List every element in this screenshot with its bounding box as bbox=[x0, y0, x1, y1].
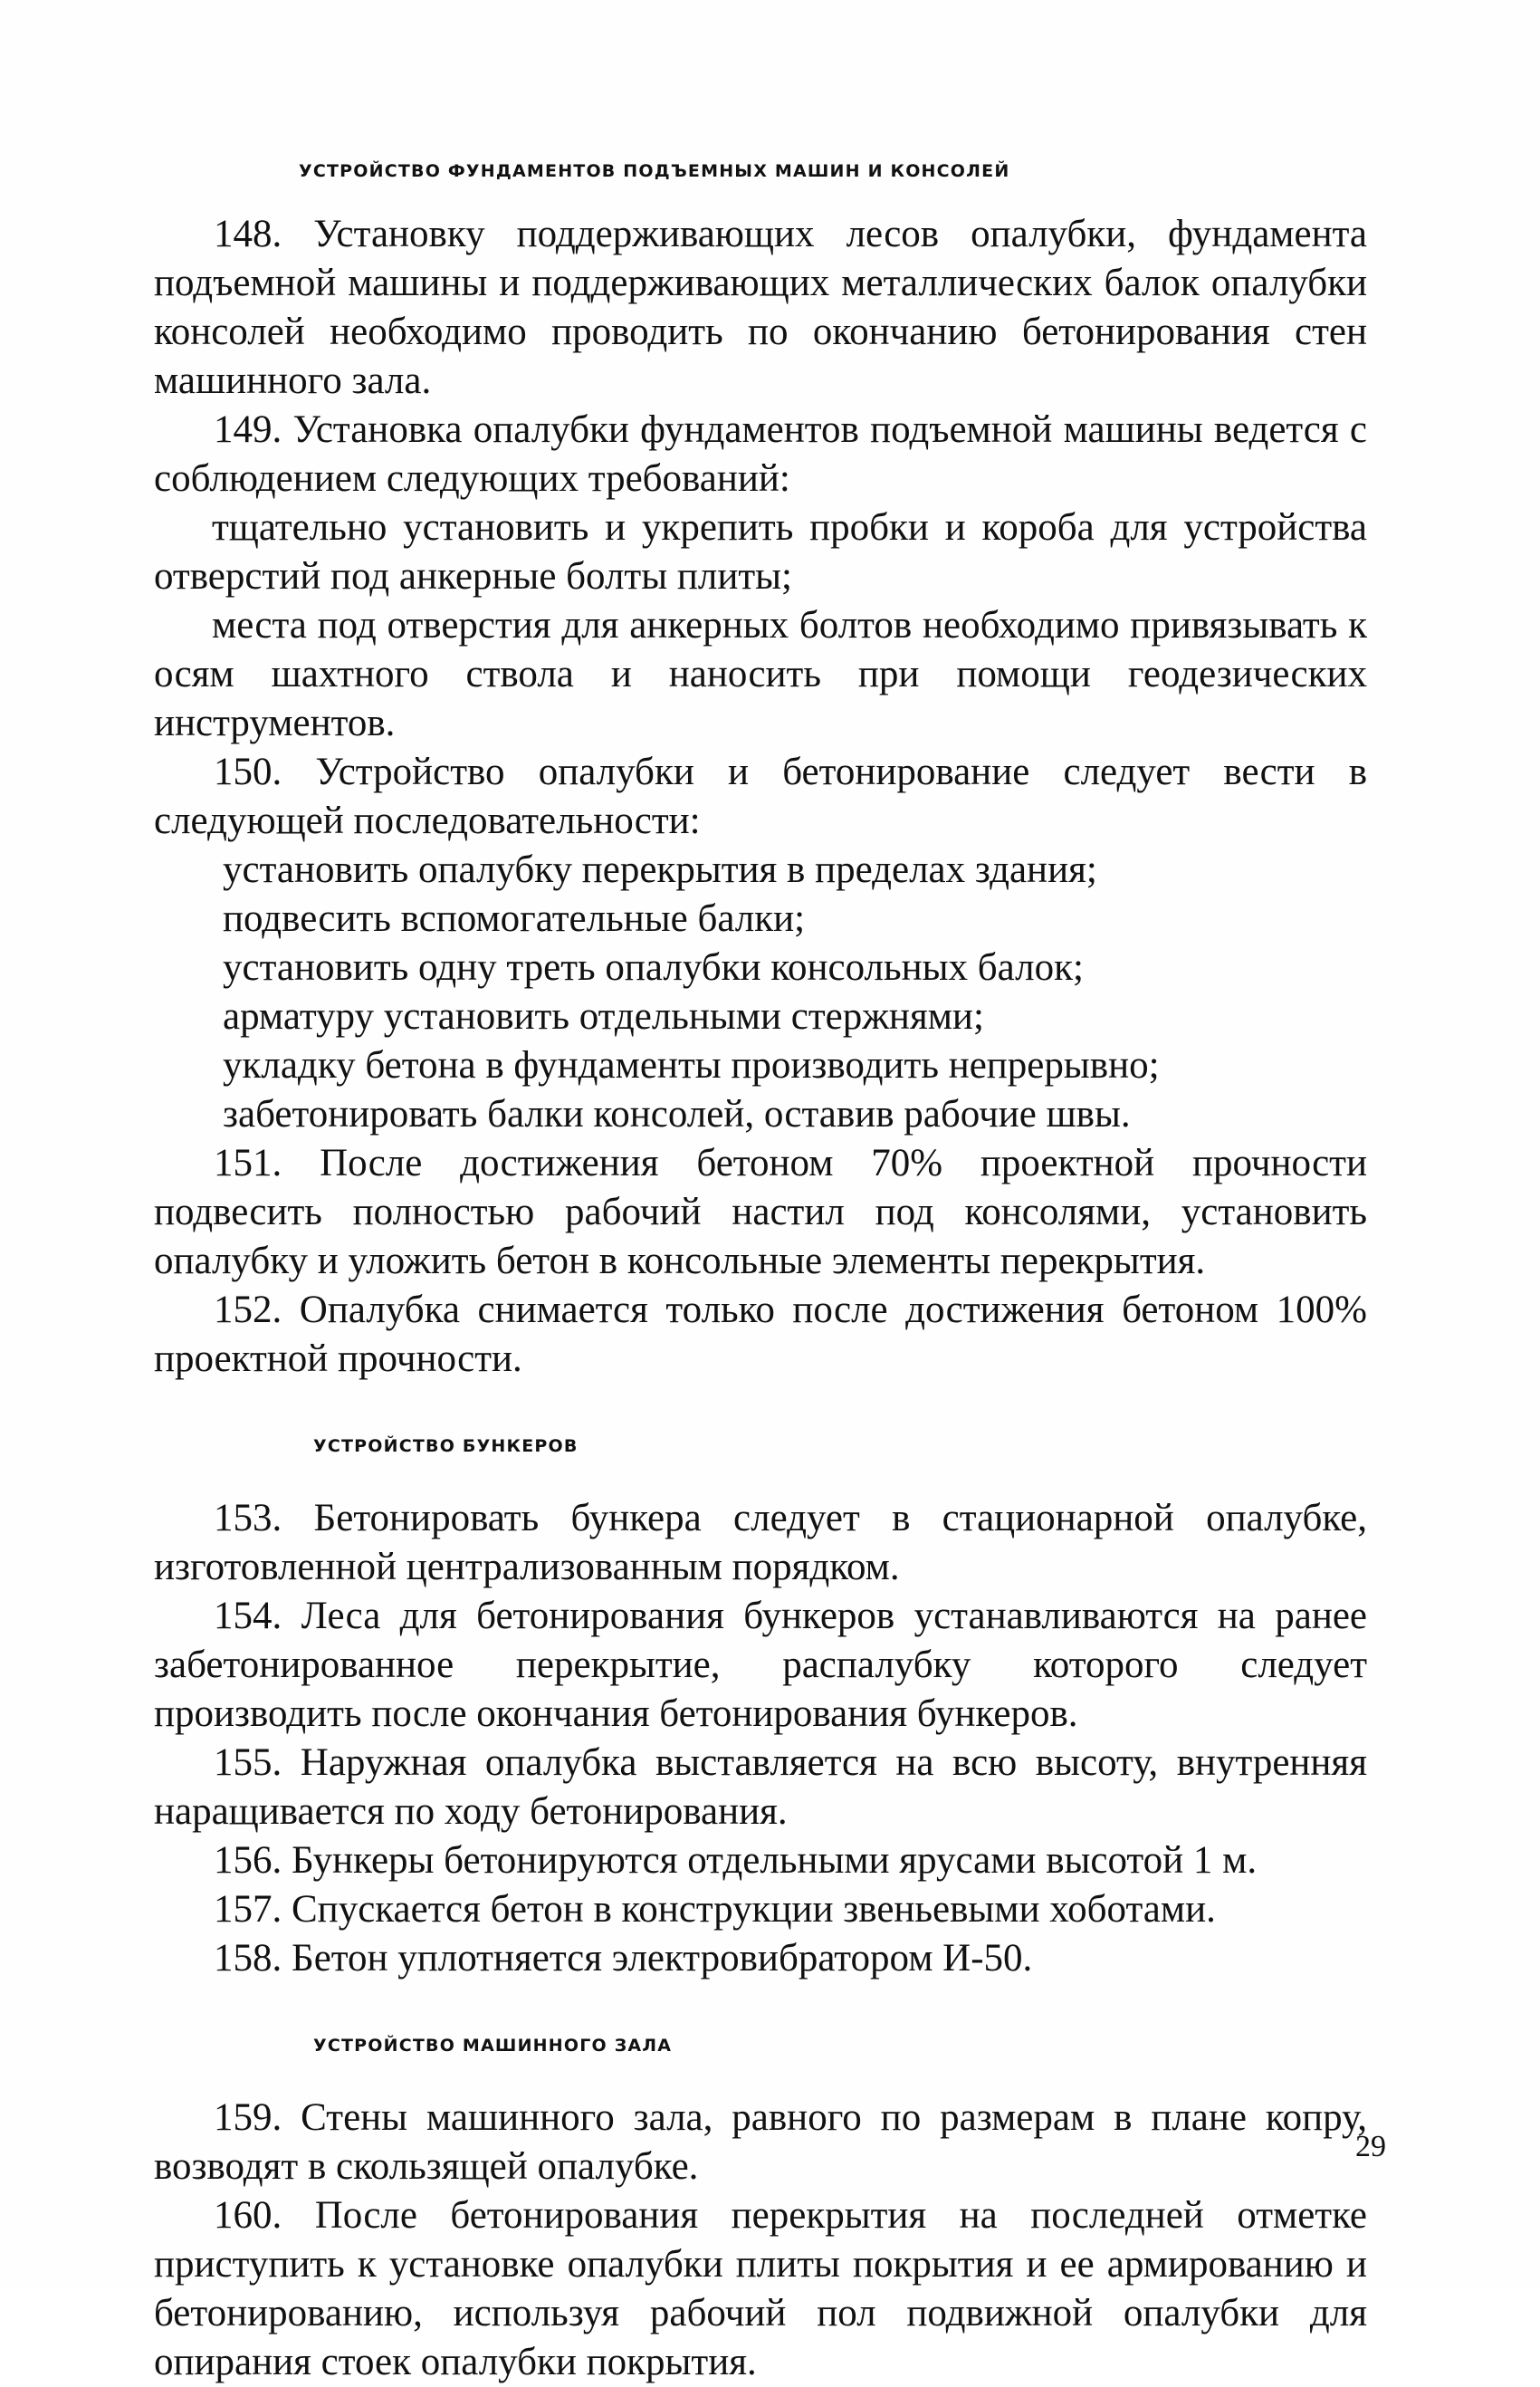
paragraph-160: 160. После бетонирования перекрытия на последней отметке приступить к установке опалубки плиты покрытия и ее армированию и бетонированию, используя рабочий пол подвижной опалубки для опирания стоек опалубки покрытия. bbox=[154, 2194, 1367, 2383]
paragraph-151: 151. После достижения бетоном 70% проектной прочности подвесить полностью рабочий настил под консолями, установить опалубку и уложить бетон в консольные элементы перекрытия. bbox=[154, 1142, 1367, 1282]
paragraph-150: 150. Устройство опалубки и бетонирование следует вести в следующей последовательности: bbox=[154, 751, 1367, 842]
paragraph-149-item-a: тщательно установить и укрепить пробки и короба для устройства отверстий под анкерные болты плиты; bbox=[154, 506, 1367, 598]
paragraph-150-step: укладку бетона в фундаменты производить непрерывно; bbox=[223, 1044, 1160, 1087]
paragraph-154: 154. Леса для бетонирования бункеров устанавливаются на ранее забетонированное перекрытие, распалубку которого следует производить после окончания бетонирования бункеров. bbox=[154, 1595, 1367, 1735]
paragraph-150-step: установить опалубку перекрытия в пределах здания; bbox=[223, 848, 1097, 891]
paragraph-150-step: установить одну треть опалубки консольных балок; bbox=[223, 946, 1084, 989]
paragraph-150-step: арматуру установить отдельными стержнями; bbox=[223, 995, 984, 1038]
paragraph-148: 148. Установку поддерживающих лесов опалубки, фундамента подъемной машины и поддерживающих металлических балок опалубки консолей необходимо проводить по окончанию бетонирования стен машинного зала. bbox=[154, 213, 1367, 402]
paragraph-152: 152. Опалубка снимается только после достижения бетоном 100% проектной прочности. bbox=[154, 1289, 1367, 1380]
paragraph-156: 156. Бункеры бетонируются отдельными ярусами высотой 1 м. bbox=[214, 1839, 1258, 1882]
section-heading-bunkers: УСТРОЙСТВО БУНКЕРОВ bbox=[313, 1436, 579, 1456]
section-heading-foundations: УСТРОЙСТВО ФУНДАМЕНТОВ ПОДЪЕМНЫХ МАШИН И КОНСОЛЕЙ bbox=[299, 161, 1010, 181]
paragraph-153: 153. Бетонировать бункера следует в стационарной опалубке, изготовленной централизованным порядком. bbox=[154, 1497, 1367, 1588]
paragraph-159: 159. Стены машинного зала, равного по размерам в плане копру, возводят в скользящей опалубке. bbox=[154, 2096, 1367, 2188]
paragraph-158: 158. Бетон уплотняется электровибратором И-50. bbox=[214, 1937, 1033, 1980]
page-number: 29 bbox=[1355, 2130, 1386, 2163]
section-heading-machine-hall: УСТРОЙСТВО МАШИННОГО ЗАЛА bbox=[313, 2036, 673, 2056]
paragraph-149: 149. Установка опалубки фундаментов подъемной машины ведется с соблюдением следующих требований: bbox=[154, 408, 1367, 500]
paragraph-155: 155. Наружная опалубка выставляется на всю высоту, внутренняя наращивается по ходу бетонирования. bbox=[154, 1741, 1367, 1833]
paragraph-149-item-b: места под отверстия для анкерных болтов необходимо привязывать к осям шахтного ствола и наносить при помощи геодезических инструментов. bbox=[154, 604, 1367, 744]
paragraph-150-step: подвесить вспомогательные балки; bbox=[223, 897, 806, 940]
paragraph-157: 157. Спускается бетон в конструкции звеньевыми хоботами. bbox=[214, 1888, 1216, 1931]
paragraph-150-step: забетонировать балки консолей, оставив рабочие швы. bbox=[223, 1093, 1131, 1136]
page-content bbox=[154, 161, 1367, 2387]
